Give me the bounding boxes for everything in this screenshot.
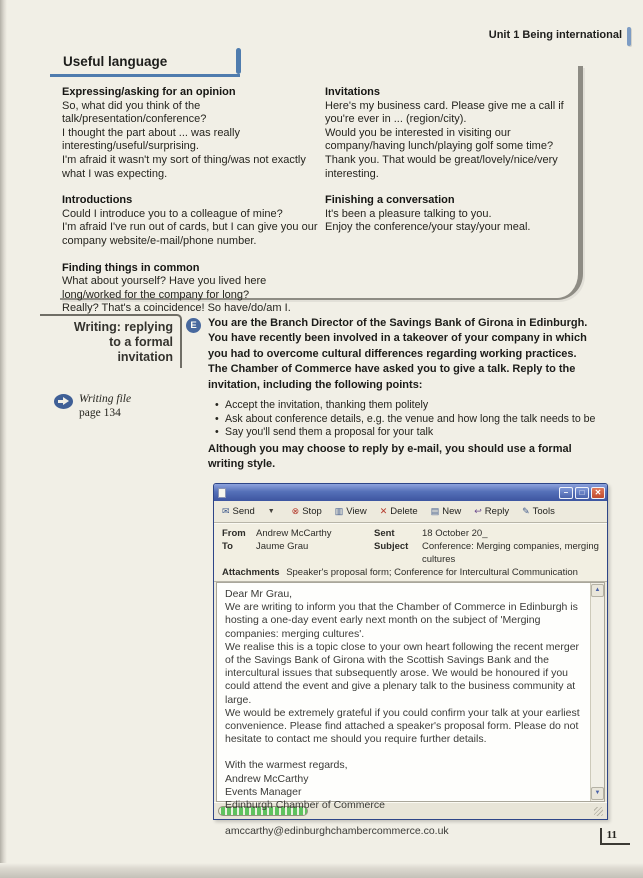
view-icon: ▥ bbox=[334, 506, 344, 516]
phrase: I thought the part about ... was really interesting/useful/surprising. bbox=[62, 126, 240, 153]
writing-section-label bbox=[40, 314, 182, 368]
phrase: Could I introduce you to a colleague of mine? bbox=[62, 207, 283, 220]
unit-tab-bar-icon bbox=[627, 27, 631, 46]
new-label: New bbox=[442, 506, 462, 517]
phrase: Thank you. That would be great/lovely/nice/very interesting. bbox=[325, 153, 558, 180]
section-heading: Expressing/asking for an opinion bbox=[62, 86, 236, 98]
phrase: I'm afraid I've run out of cards, but I can give you our company website/e-mail/phone number. bbox=[62, 221, 318, 247]
section-heading: Finishing a conversation bbox=[325, 194, 455, 207]
section-heading: Introductions bbox=[62, 194, 133, 207]
sent-value: 18 October 20_ bbox=[422, 528, 488, 539]
writing-label-line: Writing: replying bbox=[73, 320, 173, 334]
phrase: It's been a pleasure talking to you. bbox=[325, 207, 492, 220]
view-label: View bbox=[346, 506, 367, 517]
arrow-icon bbox=[54, 394, 73, 409]
phrase: Here's my business card. Please give me a call if you're ever in ... (region/city). bbox=[325, 99, 564, 126]
exercise-letter: E bbox=[190, 320, 197, 331]
delete-button[interactable] bbox=[380, 506, 418, 517]
phrase: Would you be interested in visiting our company/having lunch/playing golf some time? bbox=[325, 126, 554, 153]
new-icon: ▤ bbox=[430, 506, 440, 516]
close-button[interactable]: ✕ bbox=[591, 487, 605, 499]
body-paragraph: We are writing to inform you that the Chamber of Commerce in Edinburgh is hosting a one-day event early next month on the subject of 'Merging companies: merging cultures'. bbox=[225, 601, 578, 640]
page-left-edge bbox=[0, 0, 7, 878]
email-body-area bbox=[216, 582, 605, 838]
new-button[interactable] bbox=[431, 506, 462, 517]
body-scrollbar[interactable] bbox=[590, 583, 604, 801]
body-paragraph: We realise this is a topic close to your own heart following the recent merger of the Savings Bank of Girona with the Scottish Savings Bank and the intercultural issues that subsequently arose. We would be honoured if you could attend the event and give a plenary talk to the business community at large. bbox=[225, 640, 580, 706]
bullet-item: • Say you'll send them a proposal for your talk bbox=[214, 426, 598, 440]
writing-label-line: to a formal bbox=[109, 334, 173, 349]
page-bottom-edge bbox=[0, 863, 643, 878]
writing-file-title: Writing file bbox=[79, 393, 132, 405]
bullet-item: • Accept the invitation, thanking them politely bbox=[214, 399, 598, 413]
maximize-button[interactable]: □ bbox=[575, 487, 589, 499]
exercise-bullet-list bbox=[214, 399, 598, 440]
send-label: Send bbox=[232, 506, 255, 517]
email-toolbar bbox=[214, 501, 607, 523]
reply-icon: ↩ bbox=[474, 506, 482, 516]
section-opinion bbox=[62, 86, 320, 181]
stop-label: Stop bbox=[302, 506, 322, 517]
exercise-e-badge bbox=[186, 318, 201, 333]
resize-grip[interactable] bbox=[594, 807, 603, 816]
scrollbar-up-icon[interactable]: ▲ bbox=[591, 584, 604, 597]
writing-file-page: page 134 bbox=[79, 407, 121, 419]
section-heading: Invitations bbox=[325, 86, 381, 98]
to-label: To bbox=[222, 541, 233, 552]
phrase: What about yourself? Have you lived here long/worked for the company for long? bbox=[62, 275, 267, 301]
body-paragraph: We would be extremely grateful if you could confirm your talk at your earliest convenience. Please find attached a speaker's proposal form. Please do not hesitate to contact me should you require further details. bbox=[225, 706, 580, 746]
scrollbar-down-icon[interactable]: ▼ bbox=[591, 787, 604, 800]
unit-header bbox=[485, 27, 631, 44]
delete-label: Delete bbox=[390, 506, 418, 517]
send-dropdown-icon[interactable]: ▼ bbox=[267, 508, 275, 515]
tools-label: Tools bbox=[532, 506, 555, 517]
useful-language-left-column bbox=[62, 86, 320, 329]
closing-line: Events Manager bbox=[225, 785, 302, 798]
attachments-label: Attachments bbox=[222, 567, 280, 578]
phrase: So, what did you think of the talk/presentation/conference? bbox=[62, 99, 207, 126]
tools-icon: ✎ bbox=[522, 506, 530, 516]
reply-button[interactable] bbox=[474, 506, 509, 517]
minimize-button[interactable]: – bbox=[559, 487, 573, 499]
view-button[interactable] bbox=[335, 506, 367, 517]
subject-label: Subject bbox=[374, 541, 409, 552]
page-number: 11 bbox=[600, 828, 630, 845]
section-finishing-a-conversation bbox=[325, 194, 579, 235]
stop-icon: ⊗ bbox=[291, 506, 300, 516]
send-icon: ✉ bbox=[222, 506, 230, 516]
email-window bbox=[213, 483, 608, 838]
phrase: Enjoy the conference/your stay/your meal. bbox=[325, 221, 531, 234]
reply-label: Reply bbox=[484, 506, 510, 517]
section-invitations bbox=[325, 86, 579, 181]
section-heading: Finding things in common bbox=[62, 261, 200, 274]
section-finding-things-in-common bbox=[62, 262, 320, 316]
subject-value: Conference: Merging companies, merging cultures bbox=[422, 541, 599, 565]
writing-file-reference bbox=[54, 392, 131, 420]
tools-button[interactable] bbox=[522, 506, 555, 517]
phrase: Really? That's a coincidence! So have/do/am I. bbox=[62, 302, 291, 315]
closing-line: With the warmest regards, bbox=[225, 759, 348, 772]
salutation: Dear Mr Grau, bbox=[225, 588, 293, 600]
delete-icon: ✕ bbox=[379, 506, 388, 516]
panel-tab-bar-icon bbox=[236, 48, 241, 74]
unit-header-label: Unit 1 Being international bbox=[488, 29, 622, 41]
attachments-value[interactable]: Speaker's proposal form; Conference for Intercultural Communication bbox=[286, 567, 578, 578]
section-introductions bbox=[62, 194, 320, 248]
email-headers-panel bbox=[214, 523, 607, 582]
stop-button[interactable] bbox=[292, 506, 322, 517]
panel-title-label: Useful language bbox=[63, 54, 168, 69]
bullet-item: • Ask about conference details, e.g. the venue and how long the talk needs to be bbox=[214, 413, 598, 427]
sent-label: Sent bbox=[374, 528, 395, 539]
useful-language-title bbox=[50, 50, 240, 77]
from-value: Andrew McCarthy bbox=[256, 528, 332, 539]
email-body-text[interactable] bbox=[217, 583, 590, 838]
exercise-instructions: You are the Branch Director of the Savings Bank of Girona in Edinburgh. You have recently been involved in a takeover of your company in which you had to overcome cultural differences regarding working practices. The Chamber of Commerce have asked you to give a talk. Reply to the invitation, including the following points: bbox=[208, 317, 588, 391]
send-button[interactable] bbox=[222, 506, 255, 517]
to-value: Jaume Grau bbox=[256, 541, 309, 552]
window-titlebar[interactable] bbox=[214, 484, 607, 501]
useful-language-right-column bbox=[325, 86, 579, 248]
style-note: Although you may choose to reply by e-mail, you should use a formal writing style. bbox=[208, 443, 572, 470]
writing-label-line: invitation bbox=[117, 349, 173, 364]
window-icon bbox=[218, 488, 226, 498]
from-label: From bbox=[222, 528, 246, 539]
closing-line: Andrew McCarthy bbox=[225, 772, 309, 785]
closing-line: Edinburgh Chamber of Commerce bbox=[225, 799, 385, 812]
phrase: I'm afraid it wasn't my sort of thing/was not exactly what I was expecting. bbox=[62, 153, 306, 180]
sender-email-address: amccarthy@edinburghchambercommerce.co.uk bbox=[225, 825, 449, 838]
